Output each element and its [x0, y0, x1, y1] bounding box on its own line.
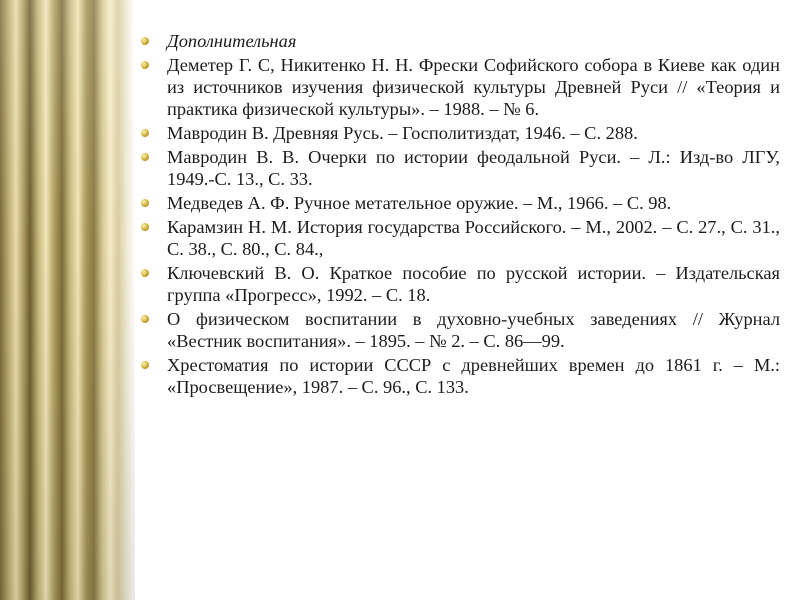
list-heading-text: Дополнительная: [167, 31, 297, 51]
list-heading: [140, 30, 780, 52]
reference-text: Мавродин В. Древняя Русь. – Госполитиздат, 1946. – С. 288.: [167, 123, 638, 143]
list-item: [140, 146, 780, 190]
reference-list: [140, 30, 780, 398]
list-item: [140, 54, 780, 120]
reference-text: Карамзин Н. М. История государства Российского. – М., 2002. – С. 27., С. 31., С. 38., С. 80., С. 84.,: [167, 217, 780, 259]
bullet-icon: [141, 223, 149, 231]
reference-text: Мавродин В. В. Очерки по истории феодальной Руси. – Л.: Изд-во ЛГУ, 1949.-С. 13., С. 33.: [167, 147, 780, 189]
bullet-icon: [141, 361, 149, 369]
bullet-icon: [141, 153, 149, 161]
slide-content: [140, 30, 780, 400]
bullet-icon: [141, 129, 149, 137]
reference-text: Деметер Г. С, Никитенко Н. Н. Фрески Софийского собора в Киеве как один из источников изучения физической культуры Древней Руси // «Теория и практика физической культуры». – 1988. – № 6.: [167, 55, 780, 119]
bullet-icon: [141, 269, 149, 277]
reference-text: Хрестоматия по истории СССР с древнейших времен до 1861 г. – М.: «Просвещение», 1987. – С. 96., С. 133.: [167, 355, 780, 397]
list-item: [140, 192, 780, 214]
bullet-icon: [141, 315, 149, 323]
list-item: [140, 216, 780, 260]
list-item: [140, 262, 780, 306]
bullet-icon: [141, 199, 149, 207]
list-item: [140, 354, 780, 398]
reference-text: О физическом воспитании в духовно-учебных заведениях // Журнал «Вестник воспитания». – 1895. – № 2. – С. 86—99.: [167, 309, 780, 351]
bullet-icon: [141, 61, 149, 69]
list-item: [140, 308, 780, 352]
reference-text: Ключевский В. О. Краткое пособие по русской истории. – Издательская группа «Прогресс», 1992. – С. 18.: [167, 263, 780, 305]
curtain-shade: [0, 0, 135, 600]
reference-text: Медведев А. Ф. Ручное метательное оружие. – М., 1966. – С. 98.: [167, 193, 672, 213]
list-item: [140, 122, 780, 144]
bullet-icon: [141, 37, 149, 45]
